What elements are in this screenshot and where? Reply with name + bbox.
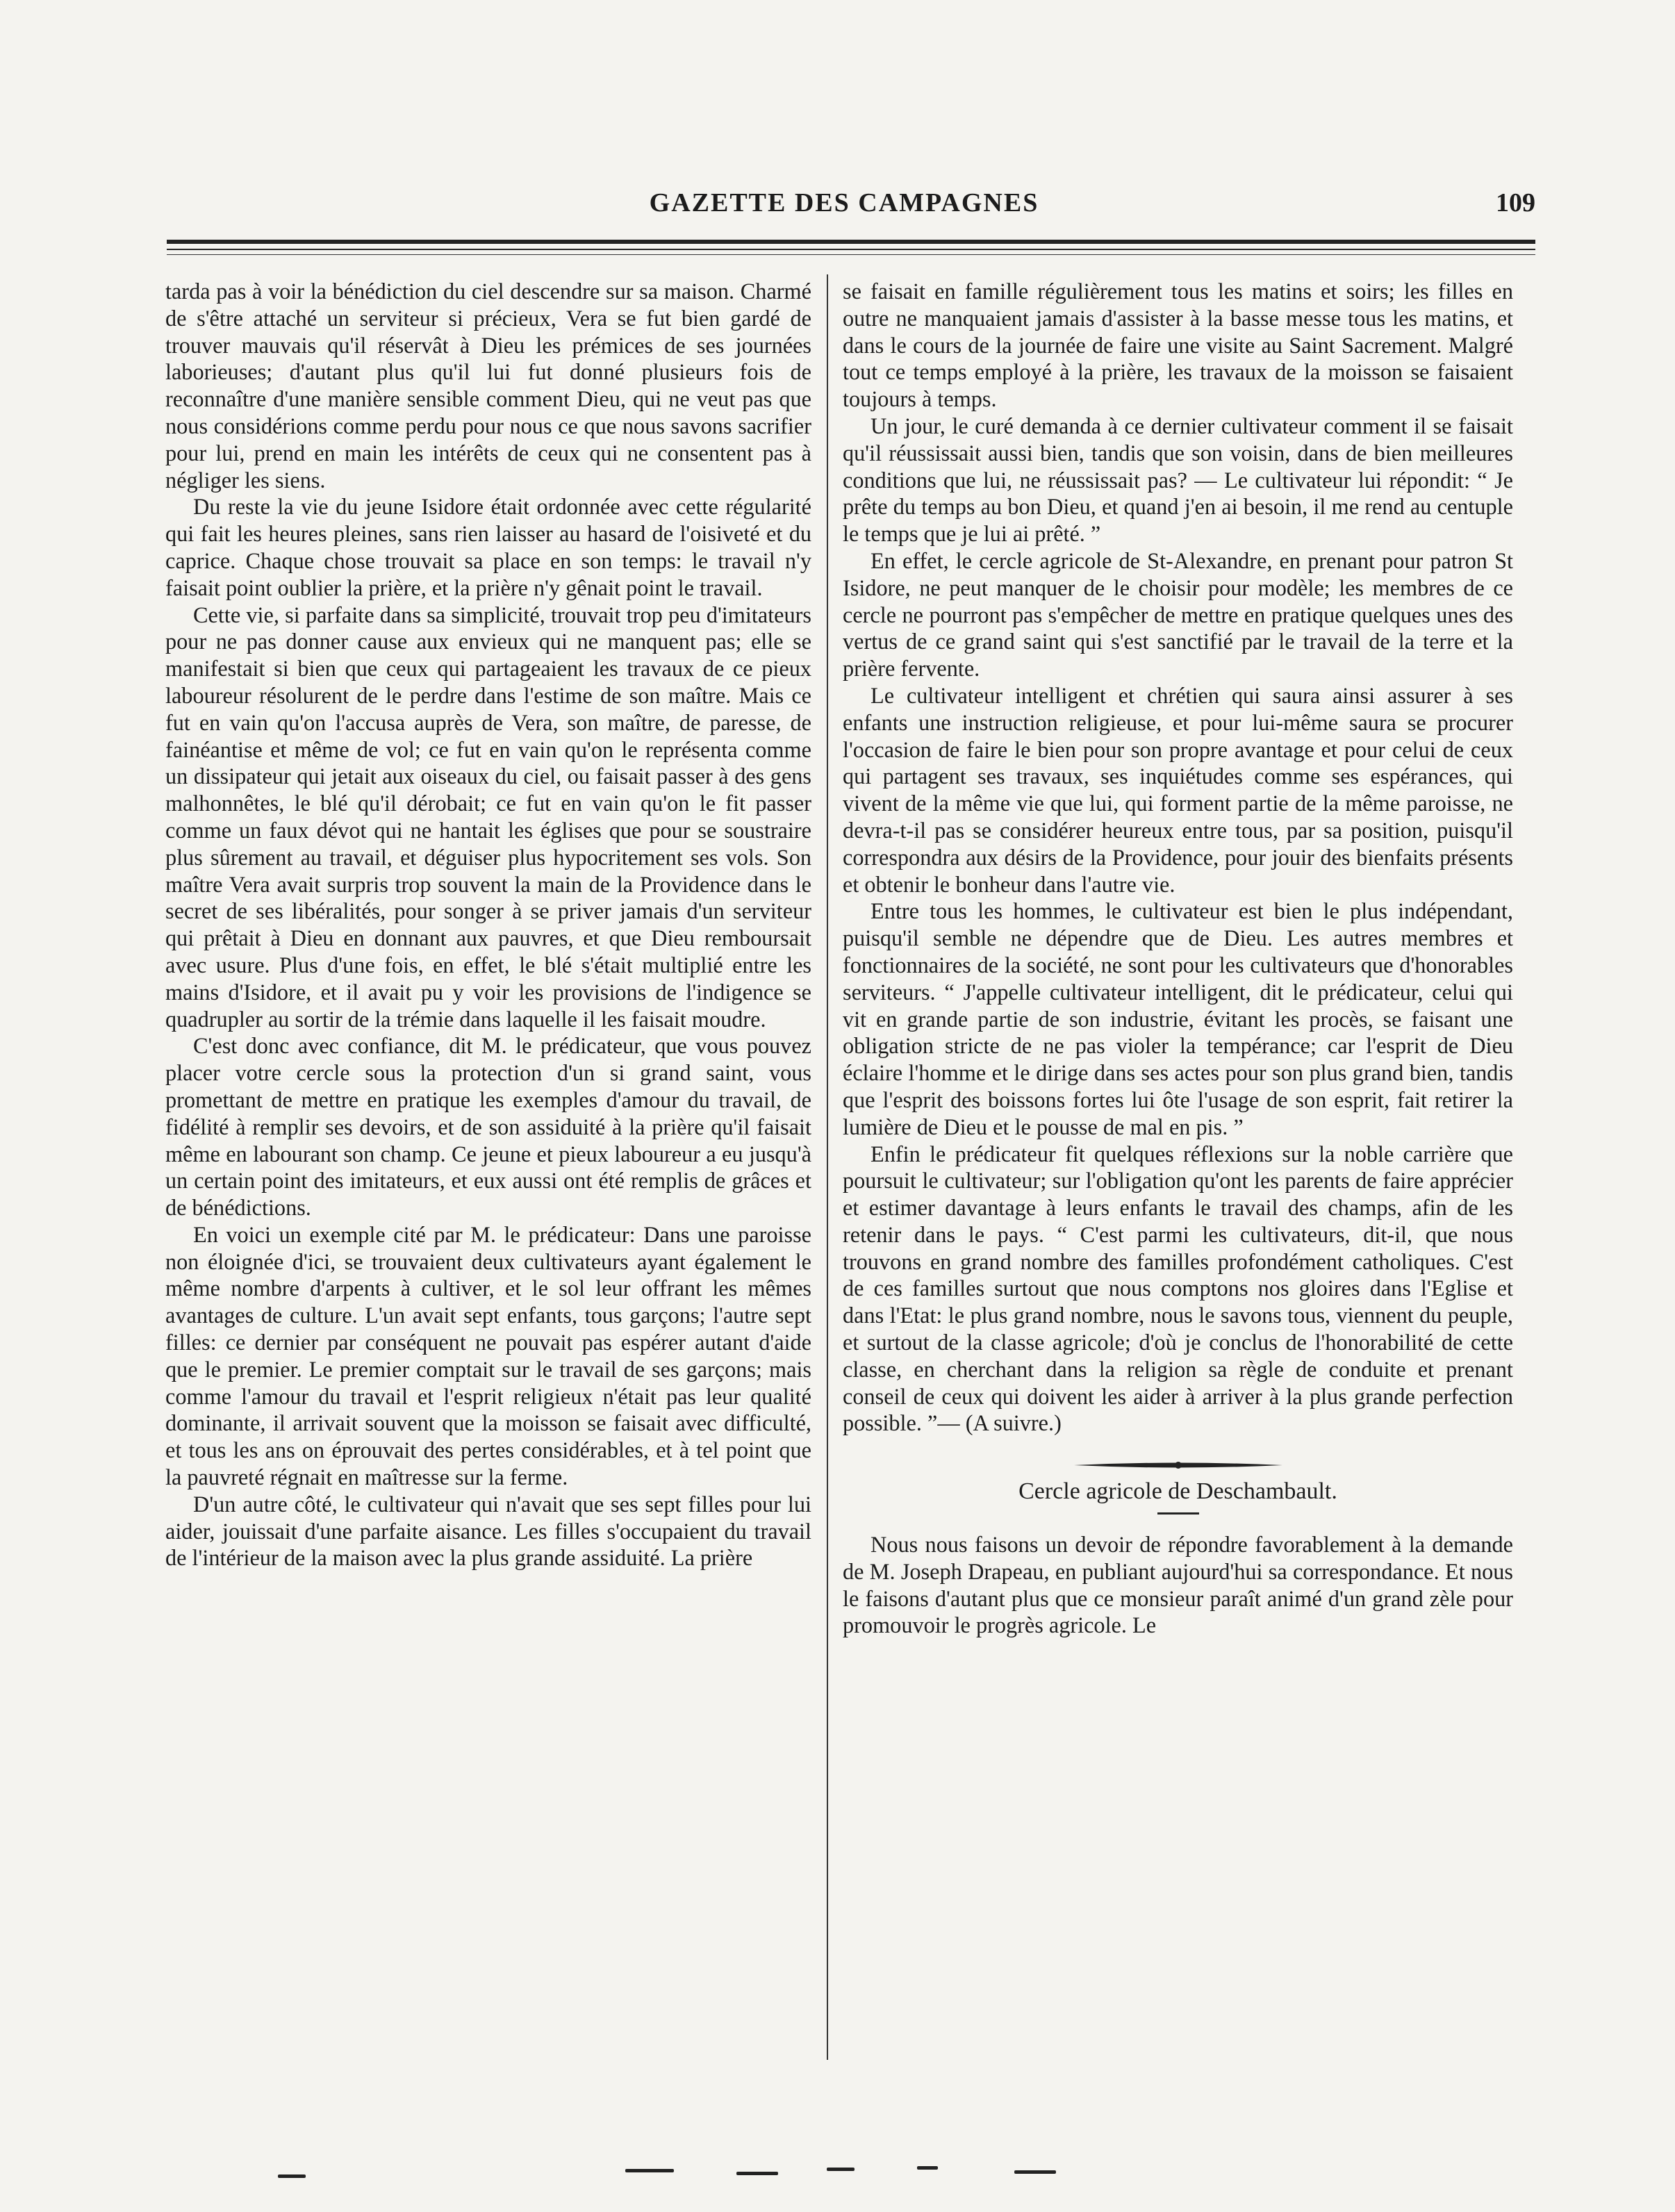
header-rule-hairline (167, 254, 1535, 255)
paragraph: C'est donc avec confiance, dit M. le prédicateur, que vous pouvez placer votre cercle sous la protection d'un si grand saint, vous promettant de mettre en pratique les exemples d'amour du travail, de fidélité à remplir ses devoirs, et de son assiduité à la prière qu'il faisait même en labourant son champ. Ce jeune et pieux laboureur a eu jusqu'à un certain point des imitateurs, et eux aussi ont été remplis de grâces et de bénédictions. (165, 1033, 811, 1221)
paragraph: se faisait en famille régulièrement tous les matins et soirs; les filles en outre ne manquaient jamais d'assister à la basse messe tous les matins, et dans le cours de la journée de faire une visite au Saint Sacrement. Malgré tout ce temps employé à la prière, les travaux de la moisson se faisaient toujours à temps. (843, 279, 1513, 412)
paragraph: D'un autre côté, le cultivateur qui n'avait que ses sept filles pour lui aider, jouissait d'une parfaite aisance. Les filles s'occupaient du travail de l'intérieur de la maison avec la plus grande assiduité. La prière (165, 1491, 811, 1571)
paragraph: En voici un exemple cité par M. le prédicateur: Dans une paroisse non éloignée d'ici, se trouvaient deux cultivateurs ayant également le même nombre d'arpents à cultiver, et le sol leur offrant les mêmes avantages de culture. L'un avait sept enfants, tous garçons; l'autre sept filles: ce dernier par conséquent ne pouvait pas espérer autant d'aide que le premier. Le premier comptait sur le travail de ses garçons; mais comme l'amour du travail et l'esprit religieux n'était pas leur qualité dominante, il arrivait souvent que la moisson se faisait avec difficulté, et tous les ans on éprouvait des pertes considérables, et à tel point que la pauvreté régnait en maîtresse sur la ferme. (165, 1221, 811, 1490)
section-ornament (843, 1460, 1513, 1470)
paragraph: Un jour, le curé demanda à ce dernier cultivateur comment il se faisait qu'il réussissait aussi bien, tandis que son voisin, dans de bien meilleures conditions que lui, ne réussissait pas? — Le cultivateur lui répondit: “ Je prête du temps au bon Dieu, et quand j'en ai besoin, il me rend au centuple le temps que je lui ai prêté. ” (843, 413, 1513, 547)
paragraph: Le cultivateur intelligent et chrétien qui saura ainsi assurer à ses enfants une instruction religieuse, et pour lui-même saura se procurer l'occasion de faire le bien pour son propre avantage et pour celui de ceux qui partagent ses travaux, ses inquiétudes comme ses espérances, qui vivent de la même vie que lui, qui forment partie de la même paroisse, ne devra-t-il pas se considérer heureux entre tous, par sa position, puisqu'il correspondra aux désirs de la Providence, pour jouir des bienfaits présents et obtenir le bonheur dans l'autre vie. (843, 682, 1513, 897)
bottom-print-marks (0, 2154, 1675, 2195)
page-number: 109 (1496, 188, 1535, 217)
paragraph: Entre tous les hommes, le cultivateur est bien le plus indépendant, puisqu'il semble ne dépendre que de Dieu. Les autres membres et fonctionnaires de la société, ne sont pour les cultivateurs que d'honorables serviteurs. “ J'appelle cultivateur intelligent, dit le prédicateur, celui qui vit en grande partie de son industrie, évitant les procès, se faisant une obligation stricte de ne pas violer la tempérance; car l'esprit de Dieu éclaire l'homme et le dirige dans ses actes pour son plus grand bien, tandis que l'esprit des boissons fortes lui ôte l'usage de son esprit, fait retirer la lumière de Dieu et le pousse de mal en pis. ” (843, 898, 1513, 1139)
paragraph: Nous nous faisons un devoir de répondre favorablement à la demande de M. Joseph Drapeau, en publiant aujourd'hui sa correspondance. Et nous le faisons d'autant plus que ce monsieur paraît animé d'un grand zèle pour promouvoir le progrès agricole. Le (843, 1532, 1513, 1638)
paragraph: En effet, le cercle agricole de St-Alexandre, en prenant pour patron St Isidore, ne peut manquer de le choisir pour modèle; les membres de ce cercle ne pourront pas s'empêcher de mettre en pratique quelques unes des vertus de ce grand saint qui s'est sanctifié par le travail de la terre et la prière fervente. (843, 547, 1513, 682)
section-title: Cercle agricole de Deschambault. (1018, 1478, 1337, 1505)
paragraph: Enfin le prédicateur fit quelques réflexions sur la noble carrière que poursuit le cultivateur; sur l'obligation qu'ont les parents de faire apprécier et estimer davantage à leurs enfants le travail des champs, afin de les retenir dans le pays. “ C'est parmi les cultivateurs, dit-il, que nous trouvons en grand nombre des familles profondément catholiques. C'est de ces familles surtout que nous comptons nos gloires dans l'Eglise et dans l'Etat: le plus grand nombre, nous le savons tous, viennent du peuple, et surtout de la classe agricole; d'où je conclus de l'honorabilité de cette classe, en cherchant dans la religion sa règle de conduite et prenant conseil de ceux qui doivent les aider à arriver à la plus grande perfection possible. ”— (A suivre.) (843, 1141, 1513, 1436)
paragraph: Du reste la vie du jeune Isidore était ordonnée avec cette régularité qui fait les heures pleines, sans rien laisser au hasard de l'oisiveté et du caprice. Chaque chose trouvait sa place en son temps: le travail n'y faisait point oublier la prière, et la prière n'y gênait point le travail. (165, 494, 811, 600)
column-divider (827, 274, 828, 2060)
right-column (843, 278, 1513, 2056)
paragraph: tarda pas à voir la bénédiction du ciel descendre sur sa maison. Charmé de s'être attaché un serviteur si précieux, Vera se fut bien gardé de trouver mauvais qu'il réservât à Dieu les prémices de ses journées laborieuses; d'autant plus qu'il lui fut donné plusieurs fois de reconnaître d'une manière sensible comment Dieu, qui ne veut pas que nous considérions comme perdu pour nous ce que nous savons sacrifier pour lui, prend en main les intérêts de ceux qui ne consentent pas à négliger les siens. (165, 279, 811, 493)
print-mark (827, 2168, 855, 2171)
left-column (165, 278, 811, 2056)
page-header (153, 188, 1535, 229)
print-mark (917, 2166, 938, 2170)
section-short-rule (1157, 1512, 1199, 1514)
running-title: GAZETTE DES CAMPAGNES (649, 188, 1039, 217)
header-rule-thin (167, 249, 1535, 250)
print-mark (278, 2174, 306, 2178)
print-mark (1014, 2170, 1056, 2174)
ornament-rule-icon (1074, 1460, 1282, 1470)
header-rule-thick (167, 240, 1535, 244)
print-mark (625, 2169, 674, 2172)
print-mark (736, 2172, 778, 2175)
paragraph: Cette vie, si parfaite dans sa simplicité, trouvait trop peu d'imitateurs pour ne pas donner cause aux envieux qui ne manquent pas; elle se manifestait si bien que ceux qui partageaient les travaux de ce pieux laboureur résolurent de le perdre dans l'estime de son maître. Mais ce fut en vain qu'on l'accusa auprès de Vera, son maître, de paresse, de fainéantise et même de vol; ce fut en vain qu'on le représenta comme un dissipateur qui jetait aux oiseaux du ciel, ou faisait passer à des gens malhonnêtes, le blé qu'il dérobait; ce fut en vain qu'on le fit passer comme un faux dévot qui ne hantait les églises que pour se soustraire plus sûrement au travail, et déguiser plus hypocritement ses vols. Son maître Vera avait surpris trop souvent la main de la Providence dans le secret de ses libéralités, pour songer à se priver jamais d'un serviteur qui prêtait à Dieu en donnant aux pauvres, et que Dieu remboursait avec usure. Plus d'une fois, en effet, le blé s'était multiplié entre les mains d'Isidore, et il avait pu y voir les provisions de l'indigence se quadrupler au sortir de la trémie dans laquelle il les faisait moudre. (165, 602, 811, 1032)
